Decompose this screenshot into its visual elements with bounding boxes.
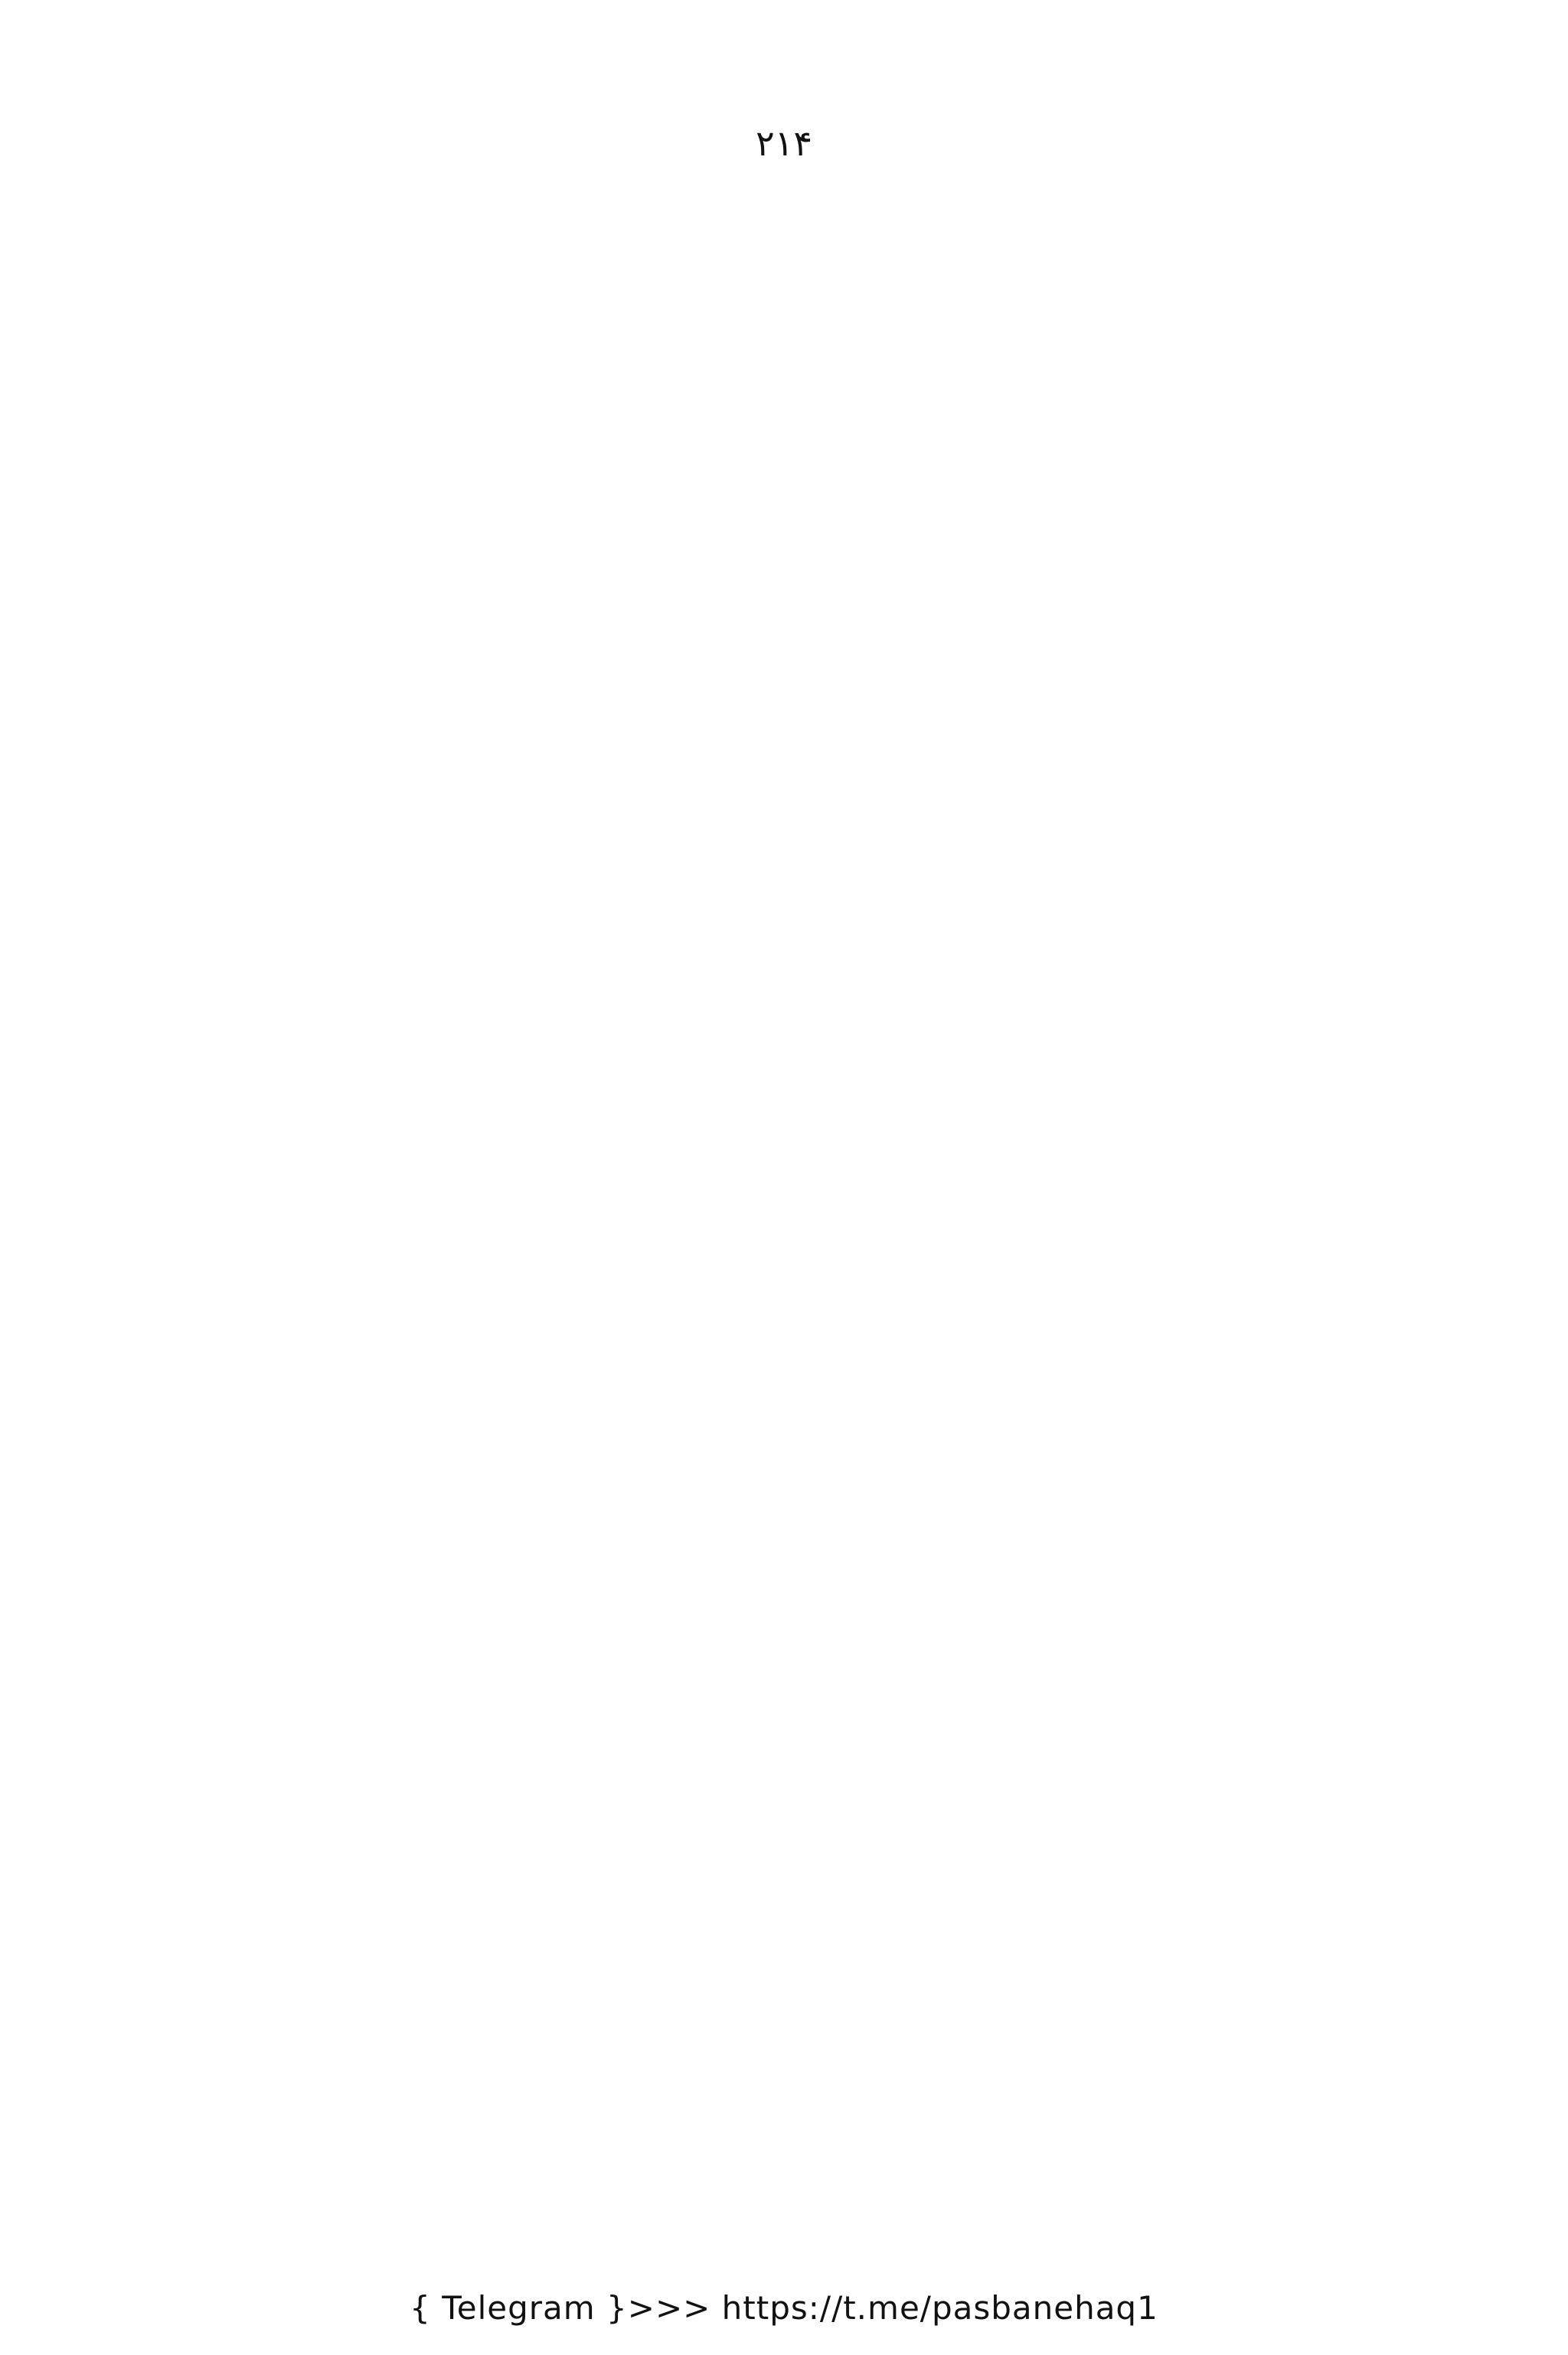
page-number: ۲۱۴: [755, 122, 813, 164]
telegram-footer-link[interactable]: { Telegram }>>> https://t.me/pasbanehaq1: [410, 2289, 1158, 2327]
